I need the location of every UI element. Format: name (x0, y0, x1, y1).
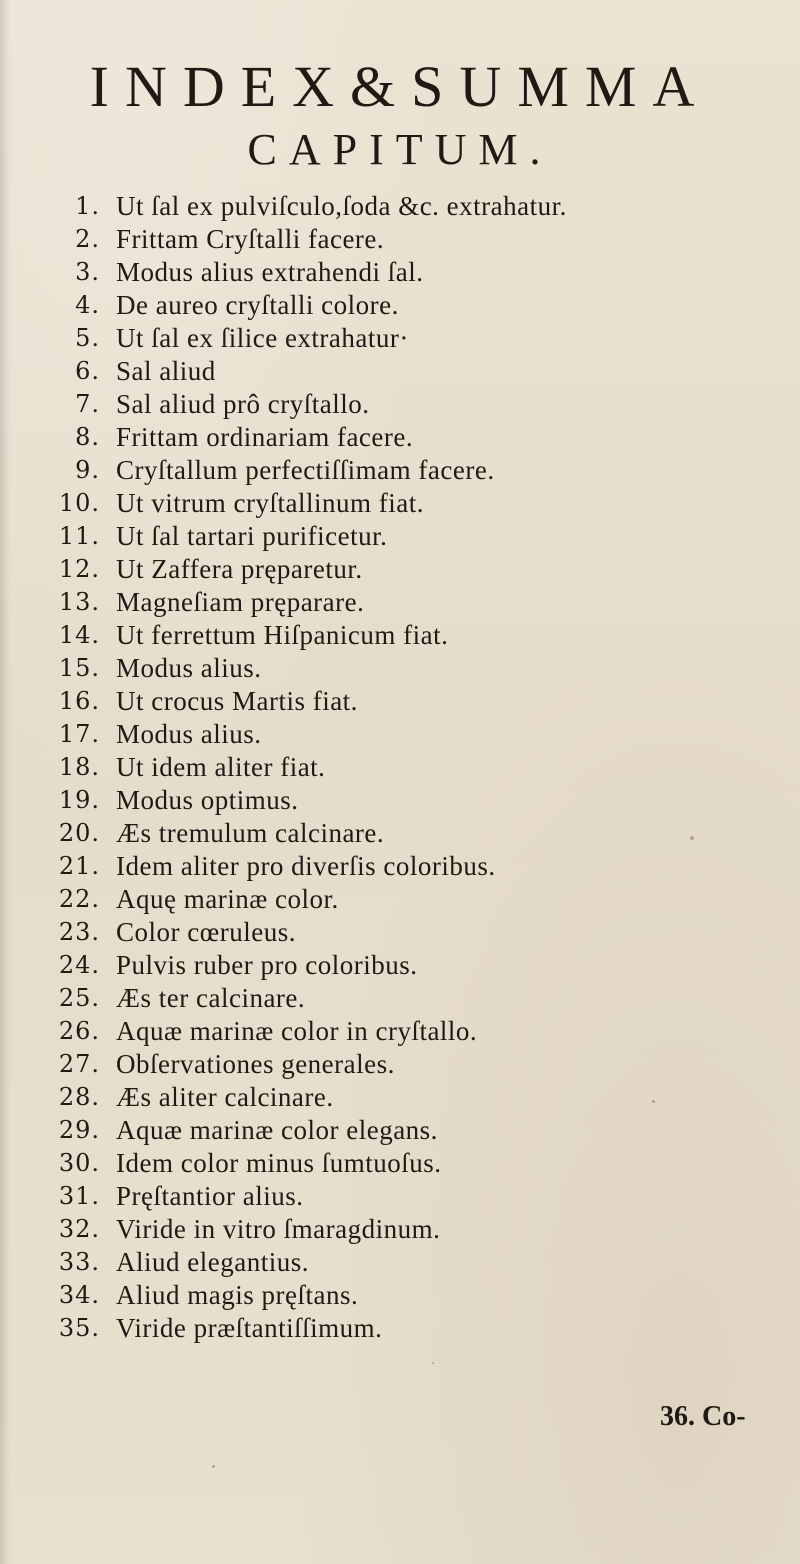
entry-text: Aliud elegantius. (116, 1247, 309, 1277)
entry-text: Ut ſal tartari purificetur. (116, 521, 388, 551)
index-entry (0, 949, 800, 982)
index-entry (0, 586, 800, 619)
paper-speck (212, 1465, 215, 1468)
entry-number: 25. (58, 984, 100, 1012)
entry-number: 3. (75, 258, 100, 286)
entry-text: Viride in vitro ſmaragdinum. (116, 1214, 441, 1244)
entry-text: Ut Zaffera pręparetur. (116, 554, 363, 584)
entry-text: Viride præſtantiſſimum. (116, 1313, 383, 1343)
catchword: 36. Co- (660, 1401, 746, 1432)
index-entry (0, 520, 800, 553)
entry-text: Ut vitrum cryſtallinum fiat. (116, 488, 424, 518)
index-entry (0, 1015, 800, 1048)
index-entry (0, 1048, 800, 1081)
entry-text: Æs tremulum calcinare. (116, 818, 385, 848)
entry-number: 2. (75, 225, 100, 253)
entry-number: 8. (75, 423, 100, 451)
entry-text: Modus optimus. (116, 785, 299, 815)
entry-text: Sal aliud prô cryſtallo. (116, 389, 370, 419)
entry-text: Frittam Cryſtalli facere. (116, 224, 385, 254)
paper-speck (432, 1362, 434, 1364)
entry-number: 24. (58, 951, 100, 979)
index-entry (0, 916, 800, 949)
index-entry (0, 289, 800, 322)
index-entry (0, 190, 800, 223)
entry-number: 1. (75, 192, 100, 220)
entry-text: Color cœruleus. (116, 917, 296, 947)
index-entry (0, 421, 800, 454)
entry-number: 31. (58, 1182, 100, 1210)
entry-number: 34. (58, 1281, 100, 1309)
entry-text: Ut ſal ex ſilice extrahatur· (116, 323, 409, 353)
entry-number: 20. (58, 819, 100, 847)
entry-text: Frittam ordinariam facere. (116, 422, 414, 452)
entry-number: 18. (58, 753, 100, 781)
index-entry (0, 751, 800, 784)
entry-number: 17. (58, 720, 100, 748)
index-entry (0, 322, 800, 355)
index-entry (0, 982, 800, 1015)
entry-number: 16. (58, 687, 100, 715)
entry-text: Modus alius extrahendi ſal. (116, 257, 424, 287)
index-entry (0, 553, 800, 586)
entry-text: Ut ferrettum Hiſpanicum fiat. (116, 620, 449, 650)
entry-text: Ut idem aliter fiat. (116, 752, 326, 782)
index-entry (0, 454, 800, 487)
entry-number: 4. (75, 291, 100, 319)
entry-number: 26. (58, 1017, 100, 1045)
index-entry (0, 1147, 800, 1180)
index-entry (0, 784, 800, 817)
paper-speck (690, 836, 694, 840)
index-entry (0, 1114, 800, 1147)
index-entry (0, 718, 800, 751)
entry-text: Sal aliud (116, 356, 216, 386)
index-entry (0, 487, 800, 520)
index-entry (0, 1081, 800, 1114)
entry-number: 9. (75, 456, 100, 484)
entry-text: Idem color minus ſumtuoſus. (116, 1148, 442, 1178)
index-subtitle: CAPITUM. (247, 125, 553, 174)
entry-number: 11. (58, 522, 100, 550)
index-entry (0, 652, 800, 685)
index-entry (0, 685, 800, 718)
entry-number: 33. (58, 1248, 100, 1276)
paper-speck (652, 1100, 655, 1103)
chapter-index-list (0, 190, 800, 1345)
entry-number: 15. (58, 654, 100, 682)
index-entry (0, 1279, 800, 1312)
entry-number: 23. (58, 918, 100, 946)
entry-text: Æs ter calcinare. (116, 983, 306, 1013)
entry-number: 32. (58, 1215, 100, 1243)
index-entry (0, 850, 800, 883)
entry-number: 19. (58, 786, 100, 814)
entry-text: Modus alius. (116, 653, 262, 683)
entry-text: Cryſtallum perfectiſſimam facere. (116, 455, 495, 485)
entry-text: Æs aliter calcinare. (116, 1082, 334, 1112)
index-entry (0, 619, 800, 652)
entry-number: 5. (75, 324, 100, 352)
entry-text: Pręſtantior alius. (116, 1181, 304, 1211)
index-entry (0, 883, 800, 916)
entry-number: 7. (75, 390, 100, 418)
entry-text: Aquæ marinæ color in cryſtallo. (116, 1016, 478, 1046)
index-entry (0, 1180, 800, 1213)
entry-number: 30. (58, 1149, 100, 1177)
index-entry (0, 1312, 800, 1345)
index-entry (0, 817, 800, 850)
entry-text: Pulvis ruber pro coloribus. (116, 950, 418, 980)
entry-text: Aliud magis pręſtans. (116, 1280, 359, 1310)
entry-number: 6. (75, 357, 100, 385)
entry-text: Aquæ marinæ color elegans. (116, 1115, 438, 1145)
entry-number: 29. (58, 1116, 100, 1144)
entry-text: Ut crocus Martis fiat. (116, 686, 358, 716)
index-title: INDEX&SUMMA (89, 54, 711, 119)
entry-number: 35. (58, 1314, 100, 1342)
entry-number: 21. (58, 852, 100, 880)
entry-number: 22. (58, 885, 100, 913)
index-entry (0, 355, 800, 388)
index-entry (0, 388, 800, 421)
entry-text: Aquę marinæ color. (116, 884, 339, 914)
entry-number: 28. (58, 1083, 100, 1111)
entry-text: Obſervationes generales. (116, 1049, 395, 1079)
entry-number: 12. (58, 555, 100, 583)
entry-text: Idem aliter pro diverſis coloribus. (116, 851, 496, 881)
index-entry (0, 256, 800, 289)
entry-number: 27. (58, 1050, 100, 1078)
index-entry (0, 1213, 800, 1246)
entry-text: Magneſiam pręparare. (116, 587, 365, 617)
entry-number: 13. (58, 588, 100, 616)
entry-text: Modus alius. (116, 719, 262, 749)
entry-number: 14. (58, 621, 100, 649)
entry-text: De aureo cryſtalli colore. (116, 290, 399, 320)
entry-number: 10. (58, 489, 100, 517)
index-entry (0, 1246, 800, 1279)
entry-text: Ut ſal ex pulviſculo,ſoda &c. extrahatur. (116, 191, 567, 221)
index-entry (0, 223, 800, 256)
